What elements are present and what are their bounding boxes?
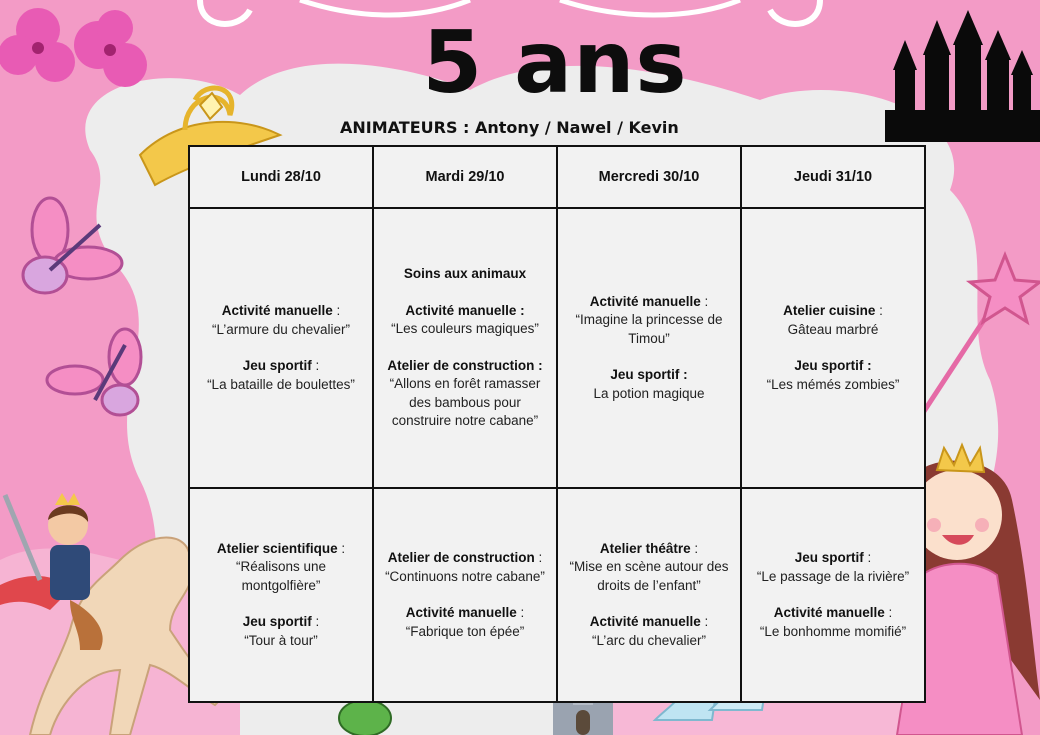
butterfly-icon (45, 325, 145, 420)
activity-cell (557, 488, 741, 702)
activity-cell (741, 208, 925, 488)
activity-cell (373, 208, 557, 488)
activity-label: Activité manuelle (773, 605, 885, 620)
activity-label: Atelier de construction (387, 550, 535, 565)
activity (382, 302, 548, 339)
activity-label: Activité manuelle (589, 293, 701, 309)
activity-text: Gâteau marbré (787, 321, 879, 337)
table-row (189, 488, 925, 702)
activity-text: “Réalisons une montgolfière” (235, 559, 327, 593)
activity-cell (557, 208, 741, 488)
activity (198, 357, 364, 394)
activity-text: “Le bonhomme momifié” (759, 623, 907, 639)
activity-label: Atelier scientifique (216, 540, 338, 556)
activity-separator: : (311, 358, 320, 373)
activity-text: “Imagine la princesse de Timou” (575, 312, 723, 346)
activity-label: Activité manuelle (221, 303, 333, 318)
activity-label: Jeu sportif (242, 614, 312, 630)
activity-label: Activité manuelle (405, 605, 517, 620)
activity-text: La potion magique (593, 385, 705, 401)
activity-separator: : (884, 605, 893, 620)
activity (750, 357, 916, 394)
activity-text: “Le passage de la rivière” (756, 568, 910, 584)
activity-separator: : (700, 614, 709, 630)
activity-separator: : (700, 293, 709, 309)
activity-cell (373, 488, 557, 702)
activity-text: “Allons en forêt ramasser des bambous pour construire notre cabane” (389, 376, 541, 429)
activity-label: Activité manuelle (589, 614, 701, 630)
butterfly-icon (10, 195, 125, 305)
activity-separator: : (863, 550, 872, 565)
activity (750, 302, 916, 339)
activity (382, 549, 548, 586)
activity-text: “L’armure du chevalier” (211, 321, 351, 337)
activity-cell (189, 488, 373, 702)
day-header: Lundi 28/10 (189, 146, 373, 208)
activity (566, 613, 732, 650)
activity-text: “Les mémés zombies” (766, 376, 900, 392)
activity-label: Jeu sportif : (610, 367, 688, 383)
activity (382, 265, 548, 284)
planning-table (188, 145, 926, 703)
activity (382, 604, 548, 641)
activity (566, 293, 732, 349)
day-header: Mardi 29/10 (373, 146, 557, 208)
activity-separator: : (875, 303, 883, 318)
day-header: Jeudi 31/10 (741, 146, 925, 208)
activity-label: Activité manuelle : (405, 302, 525, 318)
animateurs-line: ANIMATEURS : Antony / Nawel / Kevin (340, 118, 679, 137)
activity-label: Jeu sportif : (794, 358, 872, 373)
activity (198, 540, 364, 596)
activity-text: “Mise en scène autour des droits de l’enfant” (569, 559, 729, 593)
activity-separator: : (690, 540, 699, 556)
page-title: 5 ans (422, 13, 688, 113)
activity-label: Atelier de construction : (387, 357, 543, 373)
activity (750, 549, 916, 586)
activity (750, 604, 916, 641)
activity (566, 366, 732, 403)
activity-text: “Les couleurs magiques” (391, 321, 539, 337)
activity-label: Atelier cuisine (783, 303, 876, 318)
activity-text: “L’arc du chevalier” (591, 632, 707, 648)
activity-separator: : (332, 303, 341, 318)
day-header: Mercredi 30/10 (557, 146, 741, 208)
activity-text: “Fabrique ton épée” (405, 623, 525, 639)
activity-text: “Continuons notre cabane” (385, 568, 545, 584)
activity (198, 613, 364, 650)
table-row (189, 208, 925, 488)
activity-cell (741, 488, 925, 702)
activity-label: Soins aux animaux (403, 266, 527, 282)
activity-separator: : (337, 540, 346, 556)
activity (198, 302, 364, 339)
activity-cell (189, 208, 373, 488)
header-row (189, 146, 925, 208)
activity-text: “La bataille de boulettes” (207, 376, 355, 392)
activity-label: Jeu sportif (794, 550, 864, 565)
activity-text: “Tour à tour” (244, 632, 318, 648)
activity (566, 540, 732, 596)
activity-label: Atelier théâtre (599, 540, 691, 556)
activity-separator: : (534, 550, 543, 565)
activity-label: Jeu sportif (242, 358, 312, 373)
activity (382, 357, 548, 431)
activity-separator: : (311, 614, 320, 630)
activity-separator: : (516, 605, 525, 620)
